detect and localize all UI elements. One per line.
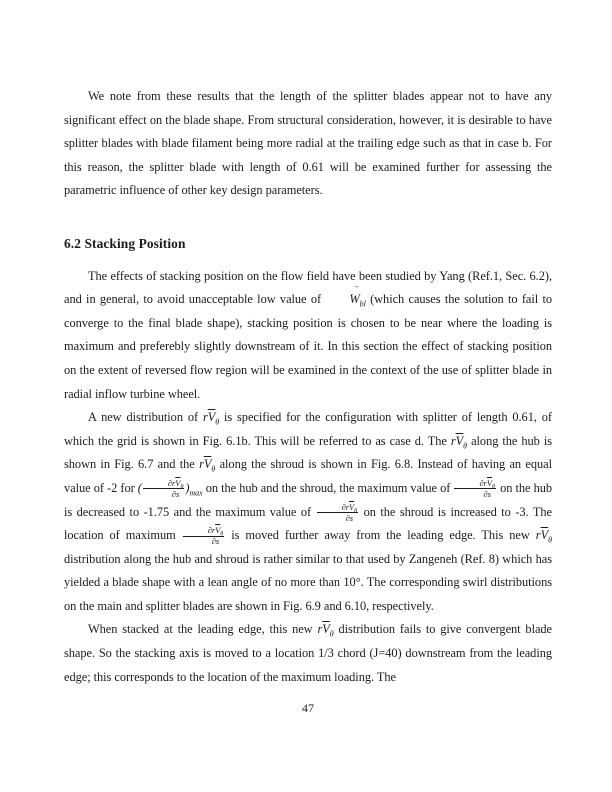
- math-dfrac: $\frac{\partial r\overline{V}_\theta}{\partial s}$: [453, 481, 496, 495]
- math-rv-theta: $r\overline{V}_\theta$: [317, 622, 334, 639]
- paragraph: A new distribution of $r\overline{V}_\theta$ is specified for the configuration with splitter of length 0.61, of which the grid is shown in Fig. 6.1b. This will be referred to as case d. The $r\overline{V}_\theta$ along the hub is shown in Fig. 6.7 and the $r\overline{V}_\theta$ along the shroud is shown in Fig. 6.8. Instead of having an equal value of -2 for ( $\frac{\partial r\overline{V}_\theta}{\partial s}$ )$_{max}$ on the hub and the shroud, the maximum value of $\frac{\partial r\overline{V}_\theta}{\partial s}$ on the hub is decreased to -1.75 and the maximum value of $\frac{\partial r\overline{V}_\theta}{\partial s}$ on the shroud is increased to -3. The location of maximum $\frac{\partial r\overline{V}_\theta}{\partial s}$ is moved further away from the leading edge. This new $r\overline{V}_\theta$ distribution along the hub and shroud is rather similar to that used by Zangeneh (Ref. 8) which has yielded a blade shape with a lean angle of no more than 10°. The corresponding swirl distributions on the main and splitter blades are shown in Fig. 6.9 and 6.10, respectively.: [64, 410, 553, 613]
- paragraph: The effects of stacking position on the flow field have been studied by Yang (Ref.1, Sec. 6.2), and in general, to avoid unacceptable low value of W → $_{bl}$ (which causes the solution to fail to converge to the final blade shape), stacking position is chosen to be near where the loading is maximum and preferebly slightly downstream of it. In this section the effect of stacking position on the extent of reversed flow region will be examined in the context of the use of splitter blade in radial inflow turbine wheel.: [64, 268, 552, 401]
- math-rv-theta: $r\overline{V}_\theta$: [450, 433, 468, 451]
- math-dfrac: $\frac{\partial r\overline{V}_\theta}{\partial s}$: [316, 505, 359, 519]
- section-heading: 6.2 Stacking Position: [64, 235, 186, 251]
- math-w-bl: W → $_{bl}$: [325, 292, 365, 306]
- math-rv-theta: $r\overline{V}_\theta$: [199, 457, 216, 474]
- math-rv-theta: $r\overline{V}_\theta$: [202, 410, 220, 427]
- math-dfrac: $\frac{\partial r\overline{V}_\theta}{\partial s}$: [182, 528, 225, 542]
- page-body: [64, 85, 552, 689]
- math-rv-theta: $r\overline{V}_\theta$: [535, 528, 552, 545]
- page-number: 47: [302, 701, 314, 716]
- math-dfrac-max: ( $\frac{\partial r\overline{V}_\theta}{\partial s}$ )$_{max}$: [137, 477, 203, 499]
- paragraph: When stacked at the leading edge, this new $r\overline{V}_\theta$ distribution fails to give convergent blade shape. So the stacking axis is moved to a location 1/3 chord (J=40) downstream from the leading edge; this corresponds to the location of the maximum loading. The: [64, 622, 553, 684]
- paragraph: We note from these results that the length of the splitter blades appear not to have any significant effect on the blade shape. From structural consideration, however, it is desirable to have splitter blades with blade filament being more radial at the trailing edge such as that in case b. For this reason, the splitter blade with length of 0.61 will be examined further for assessing the parametric influence of other key design parameters.: [64, 89, 552, 198]
- vector-arrow-icon: →: [351, 280, 360, 290]
